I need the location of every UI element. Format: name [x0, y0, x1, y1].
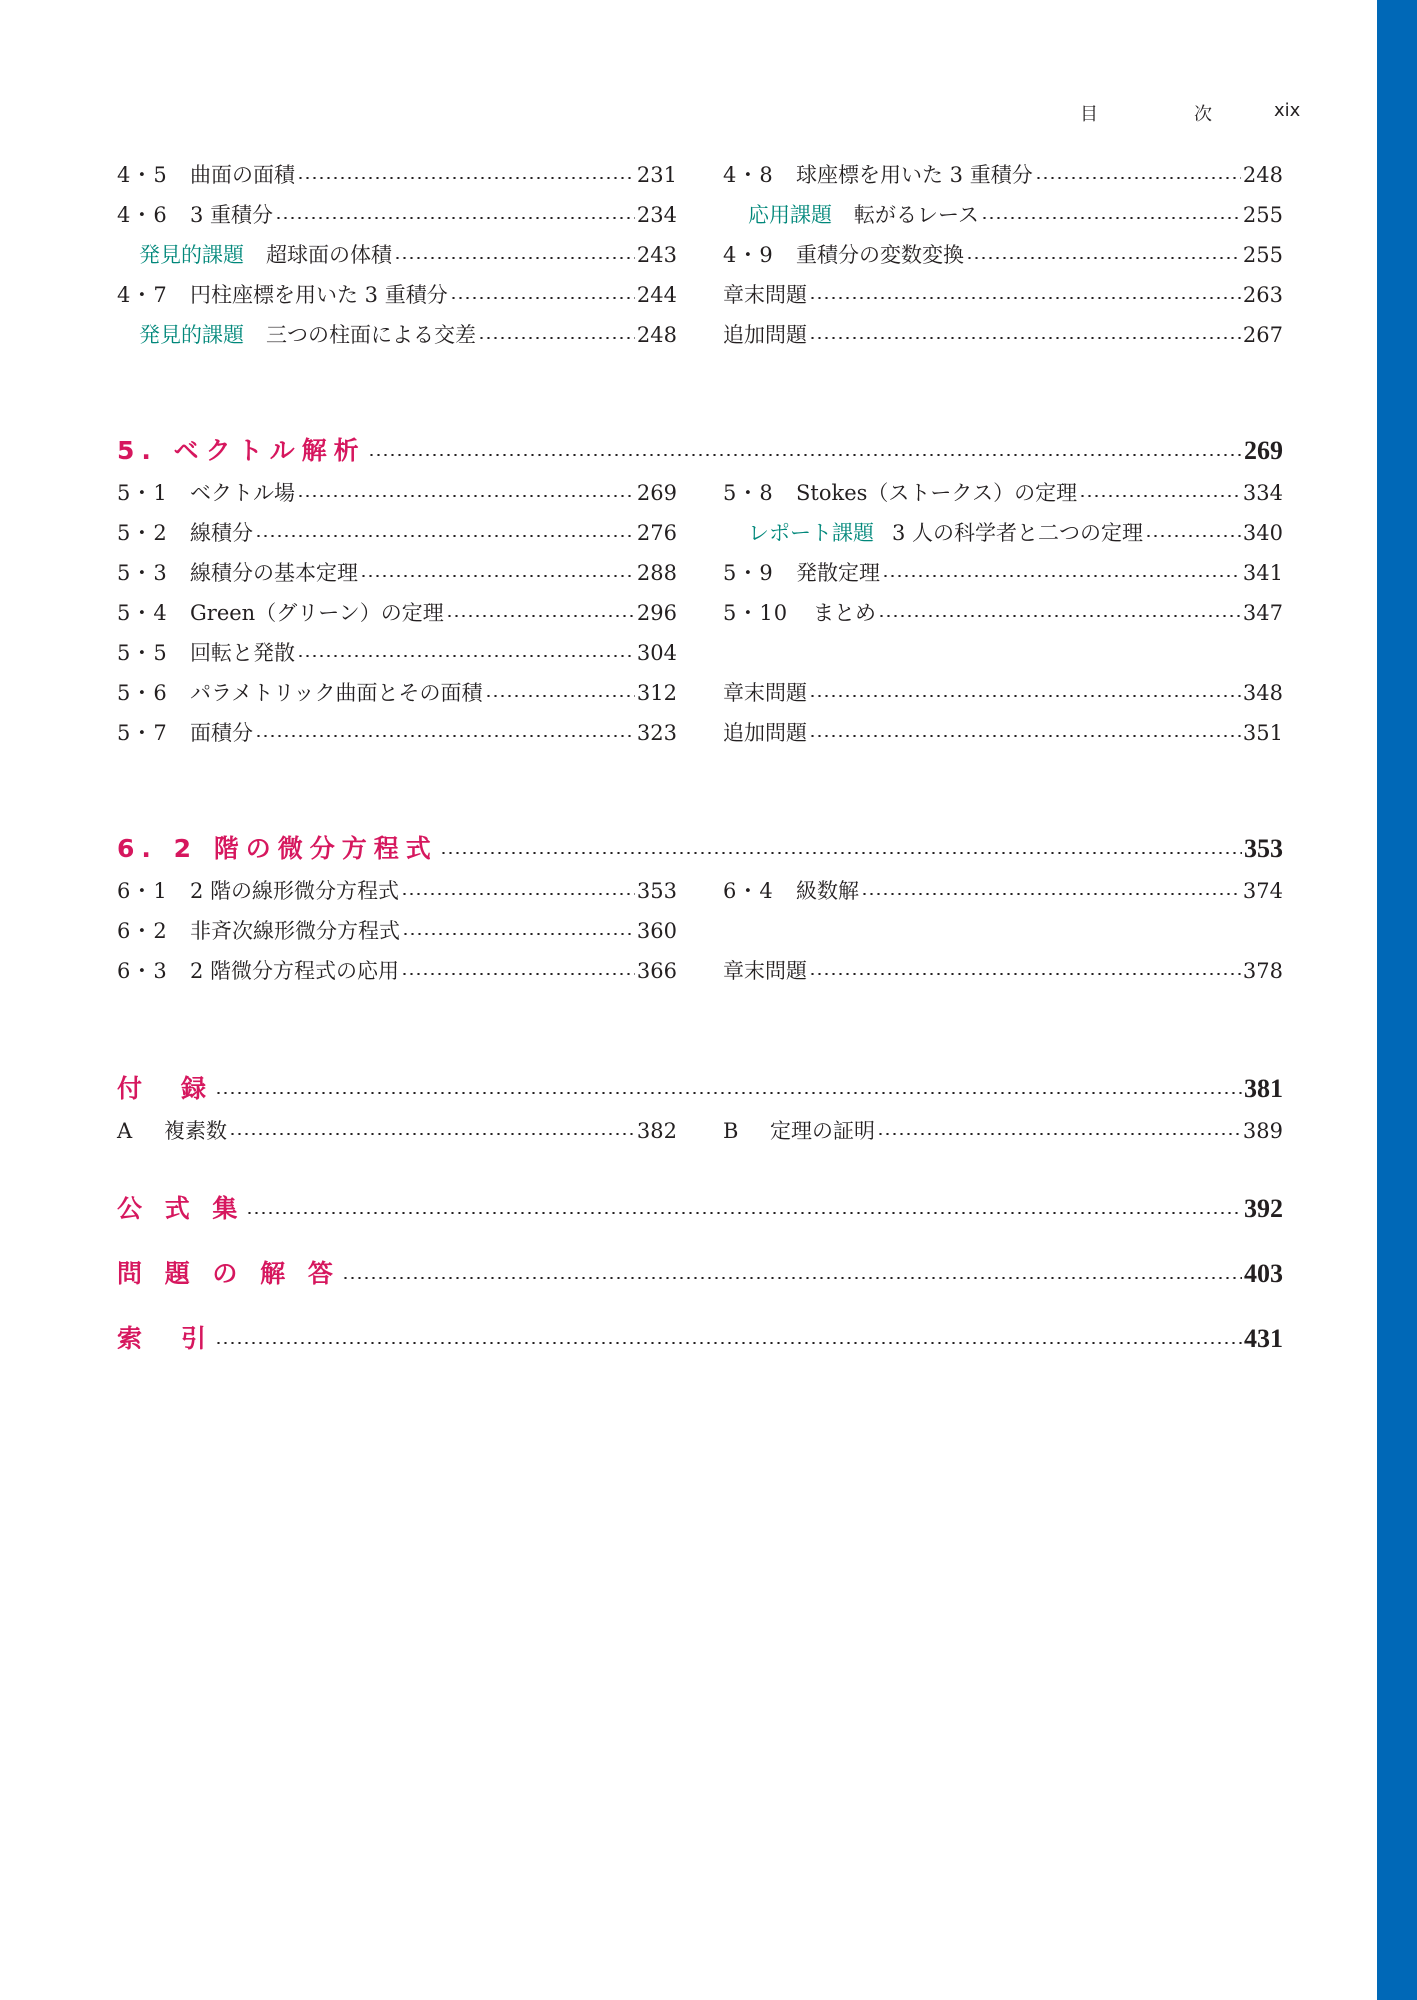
toc-entry[interactable] [117, 553, 677, 593]
entry-title: 転がるレース [854, 203, 979, 227]
dot-leader [402, 933, 635, 935]
entry-number: 6・4 [723, 879, 774, 903]
dot-leader [1035, 177, 1241, 179]
backmatter-page: 403 [1244, 1259, 1283, 1288]
assignment-label: レポート課題 [748, 521, 874, 545]
entry-page: 382 [636, 1119, 677, 1143]
toc-entry[interactable] [117, 473, 677, 513]
dot-leader [981, 217, 1241, 219]
entry-number: 5・3 [117, 561, 168, 585]
toc-entry[interactable] [117, 633, 677, 673]
dot-leader [882, 575, 1241, 577]
running-head-page: xix [1274, 100, 1301, 121]
entry-number: 4・9 [723, 243, 774, 267]
toc-entry[interactable] [723, 235, 1283, 275]
toc-entry[interactable] [117, 195, 677, 235]
backmatter-page: 392 [1244, 1194, 1283, 1223]
entry-title: 三つの柱面による交差 [266, 323, 476, 347]
entry-title: まとめ [813, 601, 876, 625]
index-heading[interactable] [117, 1319, 1283, 1359]
entry-page: 334 [1242, 481, 1283, 505]
entry-number: 5・4 [117, 601, 168, 625]
entry-page: 341 [1242, 561, 1283, 585]
entry-page: 243 [636, 243, 677, 267]
entry-page: 231 [636, 163, 677, 187]
backmatter-title: 公 式 集 [117, 1194, 245, 1223]
toc-entry-additional[interactable] [723, 713, 1283, 753]
entry-title: Stokes（ストークス）の定理 [796, 481, 1078, 505]
entry-number: 5・5 [117, 641, 168, 665]
dot-leader [229, 1133, 635, 1135]
entry-number: 4・5 [117, 163, 168, 187]
entry-title: 章末問題 [723, 283, 807, 307]
appendix-heading[interactable] [117, 1069, 1283, 1109]
formula-collection-heading[interactable] [117, 1189, 1283, 1229]
dot-leader [877, 1133, 1241, 1135]
toc-entry-additional[interactable] [723, 315, 1283, 355]
toc-entry[interactable] [723, 593, 1283, 633]
dot-leader [342, 1277, 1242, 1279]
dot-leader [446, 615, 635, 617]
toc-entry-assignment[interactable] [117, 235, 677, 275]
entry-page: 288 [636, 561, 677, 585]
dot-leader [485, 695, 635, 697]
dot-leader [861, 893, 1241, 895]
dot-leader [1145, 535, 1241, 537]
entry-title: 超球面の体積 [266, 243, 392, 267]
entry-title: 定理の証明 [770, 1119, 875, 1143]
entry-title: 章末問題 [723, 959, 807, 983]
entry-page: 389 [1242, 1119, 1283, 1143]
toc-entry[interactable] [117, 155, 677, 195]
toc-entry[interactable] [117, 513, 677, 553]
entry-number: B [723, 1119, 740, 1143]
entry-title: 回転と発散 [190, 641, 295, 665]
dot-leader [215, 1092, 1242, 1094]
entry-number: 5・7 [117, 721, 168, 745]
dot-leader [360, 575, 635, 577]
entry-title: 複素数 [164, 1119, 227, 1143]
dot-leader [809, 337, 1241, 339]
entry-number: 5・8 [723, 481, 774, 505]
toc-entry[interactable] [117, 593, 677, 633]
toc-entry[interactable] [117, 673, 677, 713]
entry-title: Green（グリーン）の定理 [190, 601, 444, 625]
entry-number: A [117, 1119, 134, 1143]
toc-entry[interactable] [723, 473, 1283, 513]
toc-entry[interactable] [117, 713, 677, 753]
answers-heading[interactable] [117, 1254, 1283, 1294]
entry-number: 5・6 [117, 681, 168, 705]
running-head-label-1: 目 [1080, 104, 1098, 125]
entry-page: 269 [636, 481, 677, 505]
entry-page: 248 [636, 323, 677, 347]
toc-entry[interactable] [117, 911, 677, 951]
toc-entry-assignment[interactable] [723, 513, 1283, 553]
chapter-title: 6. 2 階の微分方程式 [117, 834, 438, 863]
dot-leader [809, 297, 1241, 299]
dot-leader [297, 177, 635, 179]
entry-title: 3 人の科学者と二つの定理 [892, 521, 1144, 545]
entry-page: 340 [1242, 521, 1283, 545]
dot-leader [215, 1342, 1242, 1344]
toc-entry[interactable] [723, 553, 1283, 593]
chapter-heading-5[interactable] [117, 431, 1283, 471]
entry-number: 4・7 [117, 283, 168, 307]
dot-leader [394, 257, 635, 259]
entry-page: 378 [1242, 959, 1283, 983]
entry-number: 6・2 [117, 919, 168, 943]
running-head-label-2: 次 [1194, 104, 1212, 125]
toc-entry[interactable] [723, 871, 1283, 911]
toc-entry-appendix-b[interactable] [723, 1111, 1283, 1151]
dot-leader [440, 852, 1242, 854]
toc-entry-exercises[interactable] [723, 951, 1283, 991]
entry-title: 非斉次線形微分方程式 [190, 919, 400, 943]
chapter-heading-6[interactable] [117, 829, 1283, 869]
entry-page: 267 [1242, 323, 1283, 347]
dot-leader [297, 655, 635, 657]
running-head [1080, 100, 1305, 130]
dot-leader [478, 337, 635, 339]
entry-title: ベクトル場 [190, 481, 295, 505]
entry-title: 発散定理 [796, 561, 880, 585]
chapter-page: 353 [1244, 834, 1283, 863]
entry-number: 4・6 [117, 203, 168, 227]
blue-edge-bar [1377, 0, 1417, 2000]
assignment-label: 発見的課題 [139, 243, 244, 267]
assignment-label: 発見的課題 [139, 323, 244, 347]
toc-entry-exercises[interactable] [723, 275, 1283, 315]
entry-page: 360 [636, 919, 677, 943]
toc-entry[interactable] [723, 155, 1283, 195]
entry-page: 366 [636, 959, 677, 983]
entry-title: 円柱座標を用いた 3 重積分 [190, 283, 448, 307]
dot-leader [809, 973, 1241, 975]
dot-leader [246, 1212, 1242, 1214]
backmatter-title: 問 題 の 解 答 [117, 1259, 340, 1288]
entry-number: 5・9 [723, 561, 774, 585]
toc-entry[interactable] [117, 275, 677, 315]
toc-entry-assignment[interactable] [117, 315, 677, 355]
appendix-page: 381 [1244, 1074, 1283, 1103]
entry-number: 6・3 [117, 959, 168, 983]
entry-number: 5・1 [117, 481, 168, 505]
entry-page: 263 [1242, 283, 1283, 307]
entry-page: 248 [1242, 163, 1283, 187]
toc-entry-appendix-a[interactable] [117, 1111, 677, 1151]
entry-number: 5・10 [723, 601, 789, 625]
toc-entry-assignment[interactable] [723, 195, 1283, 235]
entry-page: 255 [1242, 203, 1283, 227]
entry-page: 353 [636, 879, 677, 903]
chapter-title: 5. ベクトル解析 [117, 436, 366, 465]
entry-page: 244 [636, 283, 677, 307]
entry-page: 304 [636, 641, 677, 665]
entry-page: 374 [1242, 879, 1283, 903]
entry-title: 追加問題 [723, 323, 807, 347]
toc-entry[interactable] [117, 951, 677, 991]
entry-title: 追加問題 [723, 721, 807, 745]
dot-leader [255, 735, 635, 737]
dot-leader [809, 735, 1241, 737]
appendix-title: 付 録 [117, 1074, 214, 1103]
entry-title: 曲面の面積 [190, 163, 295, 187]
dot-leader [401, 893, 635, 895]
toc-entry[interactable] [117, 871, 677, 911]
entry-title: 3 重積分 [190, 203, 274, 227]
backmatter-title: 索 引 [117, 1324, 214, 1353]
entry-title: 2 階の線形微分方程式 [190, 879, 400, 903]
dot-leader [255, 535, 635, 537]
dot-leader [297, 495, 635, 497]
entry-title: 面積分 [190, 721, 253, 745]
entry-title: 2 階微分方程式の応用 [190, 959, 400, 983]
entry-title: 線積分 [190, 521, 253, 545]
entry-title: 重積分の変数変換 [796, 243, 964, 267]
entry-number: 5・2 [117, 521, 168, 545]
entry-page: 351 [1242, 721, 1283, 745]
dot-leader [450, 297, 635, 299]
dot-leader [1079, 495, 1241, 497]
assignment-label: 応用課題 [748, 203, 832, 227]
entry-page: 347 [1242, 601, 1283, 625]
entry-page: 323 [636, 721, 677, 745]
entry-page: 255 [1242, 243, 1283, 267]
dot-leader [809, 695, 1241, 697]
dot-leader [878, 615, 1241, 617]
entry-page: 234 [636, 203, 677, 227]
entry-title: 章末問題 [723, 681, 807, 705]
dot-leader [966, 257, 1241, 259]
dot-leader [368, 454, 1242, 456]
dot-leader [275, 217, 635, 219]
entry-number: 4・8 [723, 163, 774, 187]
entry-page: 296 [636, 601, 677, 625]
entry-title: パラメトリック曲面とその面積 [190, 681, 483, 705]
entry-title: 線積分の基本定理 [190, 561, 358, 585]
chapter-page: 269 [1244, 436, 1283, 465]
entry-title: 級数解 [796, 879, 859, 903]
entry-number: 6・1 [117, 879, 168, 903]
dot-leader [401, 973, 635, 975]
toc-entry-exercises[interactable] [723, 673, 1283, 713]
entry-page: 312 [636, 681, 677, 705]
entry-title: 球座標を用いた 3 重積分 [796, 163, 1033, 187]
backmatter-page: 431 [1244, 1324, 1283, 1353]
entry-page: 348 [1242, 681, 1283, 705]
entry-page: 276 [636, 521, 677, 545]
